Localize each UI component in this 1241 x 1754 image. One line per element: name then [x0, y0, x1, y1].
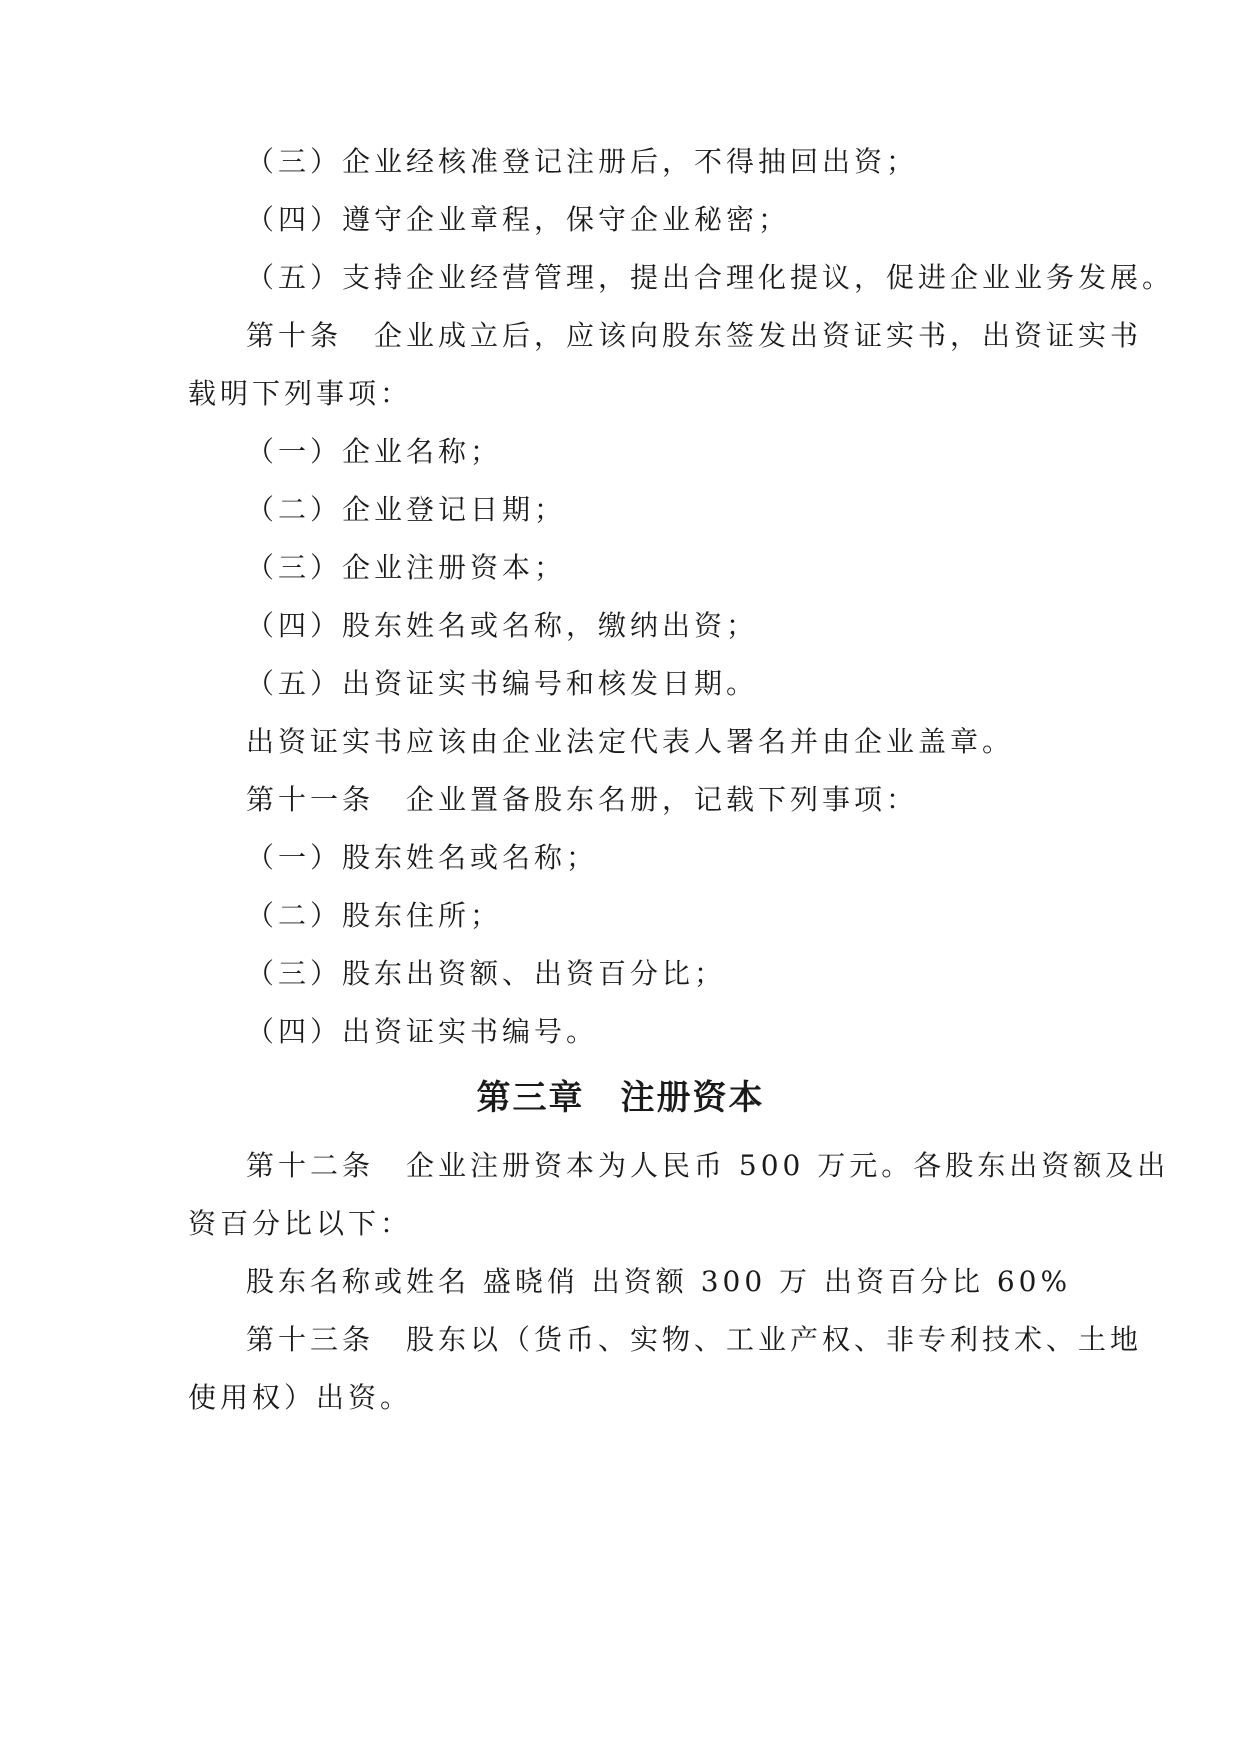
- article-10-item-5: （五）出资证实书编号和核发日期。: [246, 667, 759, 700]
- article-10-item-3: （三）企业注册资本；: [246, 551, 567, 584]
- article-10-signature-note: 出资证实书应该由企业法定代表人署名并由企业盖章。: [246, 725, 1015, 758]
- article-11-item-1: （一）股东姓名或名称；: [246, 841, 599, 874]
- article-12-text: 第十二条 企业注册资本为人民币 500 万元。各股东出资额及出: [246, 1149, 1170, 1182]
- clause-item-5-support: （五）支持企业经营管理，提出合理化提议，促进企业业务发展。: [246, 261, 1175, 294]
- article-11-text: 第十一条 企业置备股东名册，记载下列事项：: [246, 783, 919, 816]
- article-13-text: 第十三条 股东以（货币、实物、工业产权、非专利技术、土地: [246, 1323, 1143, 1356]
- article-12-text-cont: 资百分比以下：: [188, 1207, 413, 1240]
- shareholder-contribution-line: 股东名称或姓名 盛晓俏 出资额 300 万 出资百分比 60%: [246, 1265, 1072, 1298]
- clause-item-4-confidentiality: （四）遵守企业章程，保守企业秘密；: [246, 203, 791, 236]
- clause-item-3-withdrawal: （三）企业经核准登记注册后，不得抽回出资；: [246, 145, 919, 178]
- article-10-text-cont: 载明下列事项：: [188, 377, 413, 410]
- chapter-title: 第三章 注册资本: [476, 1078, 765, 1118]
- article-10-text: 第十条 企业成立后，应该向股东签发出资证实书，出资证实书: [246, 319, 1143, 352]
- article-10-item-1: （一）企业名称；: [246, 435, 503, 468]
- article-10-item-4: （四）股东姓名或名称，缴纳出资；: [246, 609, 759, 642]
- article-11-item-4: （四）出资证实书编号。: [246, 1015, 599, 1048]
- article-13-text-cont: 使用权）出资。: [188, 1381, 413, 1414]
- article-11-item-3: （三）股东出资额、出资百分比；: [246, 957, 727, 990]
- article-10-item-2: （二）企业登记日期；: [246, 493, 567, 526]
- article-11-item-2: （二）股东住所；: [246, 899, 503, 932]
